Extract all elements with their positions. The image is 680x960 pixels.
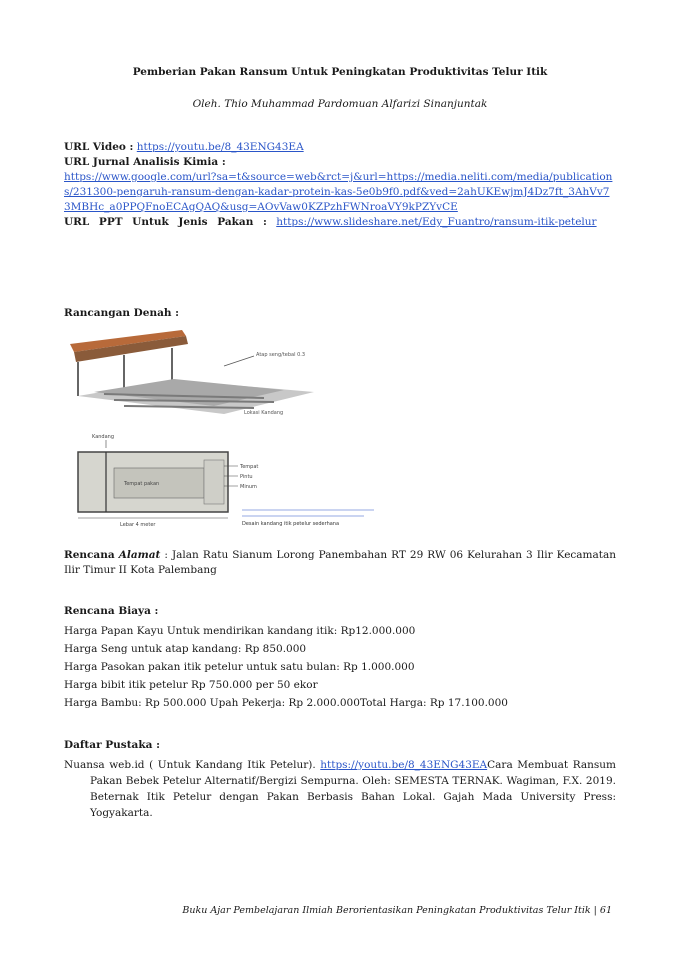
floor-plan-top-label: Kandang: [92, 434, 115, 440]
alamat-label-italic: Alamat: [118, 549, 161, 561]
floor-plan-label-2: Pintu: [240, 474, 253, 480]
ppt-link[interactable]: https://www.slideshare.net/Edy_Fuantro/ransum-itik-petelur: [276, 216, 597, 228]
alamat-section: [64, 548, 616, 578]
url-section: [64, 140, 616, 230]
denah-heading: Rancangan Denah :: [64, 307, 180, 319]
biaya-line: Harga Pasokan pakan itik petelur untuk satu bulan: Rp 1.000.000: [64, 661, 415, 673]
jurnal-link-wrap: [64, 170, 616, 215]
jurnal-link[interactable]: https://www.google.com/url?sa=t&source=web&rct=j&url=https://media.neliti.com/media/publications/231300-pengaruh-ransum-dengan-kadar-protein-kas-5e0b9f0.pdf&ved=2ahUKEwjmJ4Dz7ft_3AhVv73MBHc_a0PPQFnoECAgQAQ&usg=AOvVaw0KZPzhFWNroaVY9kPZYvCE: [64, 171, 613, 213]
floor-plan-label-1: Tempat: [240, 464, 259, 470]
pustaka-section: [64, 738, 616, 821]
barn-roof-label: Atap seng/tebal 0.3: [256, 352, 306, 358]
floor-plan-bottom-label: Lebar 4 meter: [120, 522, 156, 528]
reference-source: Nuansa web.id ( Untuk Kandang Itik Petelur).: [64, 759, 316, 771]
jurnal-label: URL Jurnal Analisis Kimia :: [64, 156, 226, 168]
video-line: [64, 140, 616, 155]
page-footer: Buku Ajar Pembelajaran Ilmiah Berorientasikan Peningkatan Produktivitas Telur Itik | 61: [182, 905, 612, 916]
reference-link[interactable]: https://youtu.be/8_43ENG43EA: [320, 759, 488, 771]
pustaka-heading: Daftar Pustaka :: [64, 739, 160, 751]
biaya-line: Harga Seng untuk atap kandang: Rp 850.000: [64, 643, 307, 655]
biaya-section: [64, 604, 616, 712]
barn-perspective-figure: [64, 322, 324, 422]
document-title: Pemberian Pakan Ransum Untuk Peningkatan Produktivitas Telur Itik: [132, 66, 548, 78]
biaya-line: Harga Bambu: Rp 500.000 Upah Pekerja: Rp 2.000.000Total Harga: Rp 17.100.000: [64, 697, 508, 709]
reference-text: Cara Membuat Ransum Pakan Bebek Petelur Alternatif/Bergizi Sempurna. Oleh: SEMESTA TERNAK. Wagiman, F.X. 2019. Beternak Itik Petelur dengan Pakan Berbasis Bahan Lokal. Gajah Mada University Press: Yogyakarta.: [90, 759, 616, 819]
barn-caption: Lokasi Kandang: [244, 410, 284, 416]
floor-plan-note: Desain kandang itik petelur sederhana: [242, 521, 340, 527]
author-line: Oleh. Thio Muhammad Pardomuan Alfarizi Sinanjuntak: [192, 98, 488, 110]
floor-plan-center-label: Tempat pakan: [124, 481, 160, 487]
video-link[interactable]: https://youtu.be/8_43ENG43EA: [136, 141, 304, 153]
floor-plan-figure: [64, 428, 394, 528]
reference-item: [64, 757, 616, 821]
alamat-text: : Jalan Ratu Sianum Lorong Panembahan RT 29 RW 06 Kelurahan 3 Ilir Kecamatan Ilir Timur II Kota Palembang: [64, 549, 617, 576]
ppt-line: [64, 215, 616, 230]
biaya-heading: Rencana Biaya :: [64, 605, 159, 617]
alamat-label-bold: Rencana: [64, 549, 115, 561]
biaya-line: Harga bibit itik petelur Rp 750.000 per 50 ekor: [64, 679, 318, 691]
biaya-line: Harga Papan Kayu Untuk mendirikan kandang itik: Rp12.000.000: [64, 625, 416, 637]
floor-plan-label-3: Minum: [240, 484, 257, 490]
ppt-label: URL PPT Untuk Jenis Pakan :: [64, 216, 267, 228]
video-label: URL Video :: [64, 141, 134, 153]
